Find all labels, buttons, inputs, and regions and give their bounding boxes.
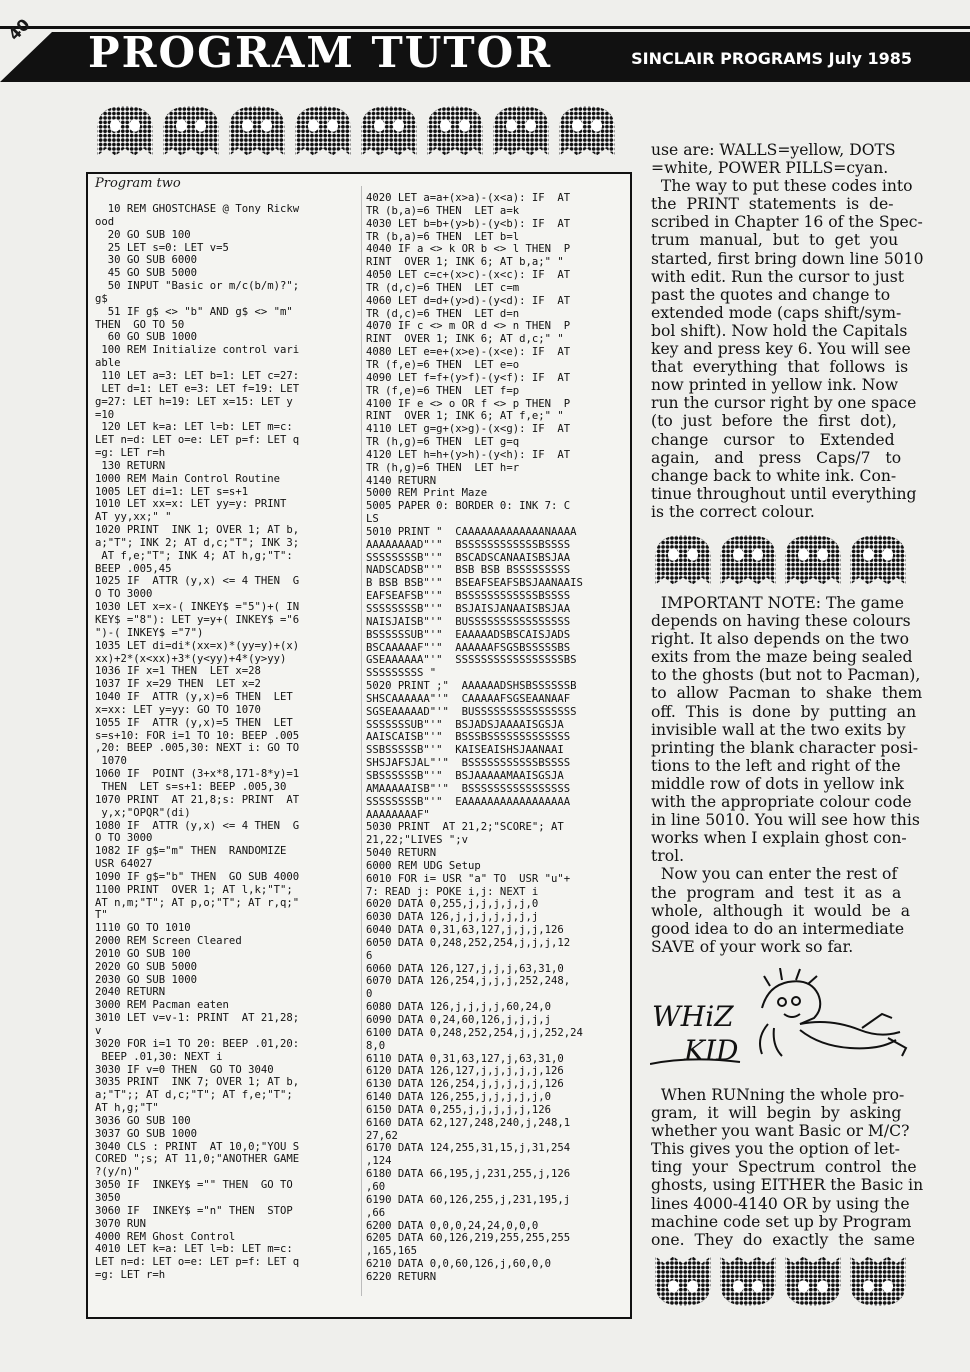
program-caption: Program two <box>95 176 181 191</box>
whiz-kid-logo <box>650 968 915 1073</box>
article-paragraph-important-note: IMPORTANT NOTE: The game depends on having these colours right. It also depends on the two exits from the maze being sealed to the ghosts (but not to Pacman), to allow Pacman to shake them off. This is done by putting an invisible wall at the two exits by printing the blank character posi- tions to the left and right of the middle row of dots in yellow ink with the appropriate colour code in line 5010. You will see how this works when I explain ghost con- trol. Now you can enter the rest of the program and test it as a whole, although it would be a good idea to do an intermediate SAVE of your work so far. <box>651 594 923 956</box>
logo-text-whiz: WHiZ <box>652 1000 734 1033</box>
ghost-icon <box>717 1255 779 1311</box>
ghost-icon <box>847 1255 909 1311</box>
magazine-issue: SINCLAIR PROGRAMS July 1985 <box>631 49 912 68</box>
page-number: 40 <box>4 14 34 45</box>
ghost-icon <box>652 1255 714 1311</box>
ghost-icon <box>782 1255 844 1311</box>
code-listing-left: 10 REM GHOSTCHASE @ Tony Rickw ood 20 GO SUB 100 25 LET s=0: LET v=5 30 GO SUB 6000 45 GO SUB 5000 50 INPUT "Basic or m/c(b/m)?"; g$ 51 IF g$ <> "b" AND g$ <> "m" THEN GO TO 50 60 GO SUB 1000 100 REM Initialize control vari able 110 LET a=3: LET b=1: LET c=27: LET d=1: LET e=3: LET f=19: LET g=27: LET h=19: LET x=15: LET y =10 120 LET k=a: LET l=b: LET m=c: LET n=d: LET o=e: LET p=f: LET q =g: LET r=h 130 RETURN 1000 REM Main Control Routine 1005 LET di=1: LET s=s+1 1010 LET xx=x: LET yy=y: PRINT AT yy,xx;" " 1020 PRINT INK 1; OVER 1; AT b, a;"T"; INK 2; AT d,c;"T"; INK 3; AT f,e;"T"; INK 4; AT h,g;"T": BEEP .005,45 1025 IF ATTR (y,x) <= 4 THEN G O TO 3000 1030 LET x=x-( INKEY$ ="5")+( IN KEY$ ="8"): LET y=y+( INKEY$ ="6 ")-( INKEY$ ="7") 1035 LET di=di*(xx=x)*(yy=y)+(x) xx)+2*(x<xx)+3*(y<yy)+4*(y>yy) 1036 IF x=1 THEN LET x=28 1037 IF x=29 THEN LET x=2 1040 IF ATTR (y,x)=6 THEN LET x=xx: LET y=yy: GO TO 1070 1055 IF ATTR (y,x)=5 THEN LET s=s+10: FOR i=1 TO 10: BEEP .005 ,20: BEEP .005,30: NEXT i: GO TO 1070 1060 IF POINT (3+x*8,171-8*y)=1 THEN LET s=s+1: BEEP .005,30 1070 PRINT AT 21,8;s: PRINT AT y,x;"OPQR"(di) 1080 IF ATTR (y,x) <= 4 THEN G O TO 3000 1082 IF g$="m" THEN RANDOMIZE USR 64027 1090 IF g$="b" THEN GO SUB 4000 1100 PRINT OVER 1; AT l,k;"T"; AT n,m;"T"; AT p,o;"T"; AT r,q;" T" 1110 GO TO 1010 2000 REM Screen Cleared 2010 GO SUB 100 2020 GO SUB 5000 2030 GO SUB 1000 2040 RETURN 3000 REM Pacman eaten 3010 LET v=v-1: PRINT AT 21,28; v 3020 FOR i=1 TO 20: BEEP .01,20: BEEP .01,30: NEXT i 3030 IF v=0 THEN GO TO 3040 3035 PRINT INK 7; OVER 1; AT b, a;"T";; AT d,c;"T"; AT f,e;"T"; AT h,g;"T" 3036 GO SUB 100 3037 GO SUB 1000 3040 CLS : PRINT AT 10,0;"YOU S CORED ";s; AT 11,0;"ANOTHER GAME ?(y/n)" 3050 IF INKEY$ ="" THEN GO TO 3050 3060 IF INKEY$ ="n" THEN STOP 3070 RUN 4000 REM Ghost Control 4010 LET k=a: LET l=b: LET m=c: LET n=d: LET o=e: LET p=f: LET q =g: LET r=h <box>95 203 300 1282</box>
ghost-icon <box>94 100 156 158</box>
ghost-icon <box>717 530 779 586</box>
article-paragraph-running: When RUNning the whole pro- gram, it will begin by asking whether you want Basic or M/C? This gives you the option of let- ting your Spectrum control the ghosts, using EITHER the Basic in lines 4000-4140 OR by using the machine code set up by Program one. They do exactly the same <box>651 1086 924 1249</box>
ghost-icon <box>292 100 354 158</box>
ghost-icon <box>160 100 222 158</box>
ghost-icon <box>358 100 420 158</box>
ghost-icon <box>424 100 486 158</box>
ghost-icon <box>490 100 552 158</box>
code-listing-right: 4020 LET a=a+(x>a)-(x<a): IF AT TR (b,a)=6 THEN LET a=k 4030 LET b=b+(y>b)-(y<b): IF AT TR (b,a)=6 THEN LET b=l 4040 IF a <> k OR b <> l THEN P RINT OVER 1; INK 6; AT b,a;" " 4050 LET c=c+(x>c)-(x<c): IF AT TR (d,c)=6 THEN LET c=m 4060 LET d=d+(y>d)-(y<d): IF AT TR (d,c)=6 THEN LET d=n 4070 IF c <> m OR d <> n THEN P RINT OVER 1; INK 6; AT d,c;" " 4080 LET e=e+(x>e)-(x<e): IF AT TR (f,e)=6 THEN LET e=o 4090 LET f=f+(y>f)-(y<f): IF AT TR (f,e)=6 THEN LET f=p 4100 IF e <> o OR f <> p THEN P RINT OVER 1; INK 6; AT f,e;" " 4110 LET g=g+(x>g)-(x<g): IF AT TR (h,g)=6 THEN LET g=q 4120 LET h=h+(y>h)-(y<h): IF AT TR (h,g)=6 THEN LET h=r 4140 RETURN 5000 REM Print Maze 5005 PAPER 0: BORDER 0: INK 7: C LS 5010 PRINT " CAAAAAAAAAAAAANAAAA AAAAAAAAD"'" BSSSSSSSSSSSSBSSSS SSSSSSSSB"'" BSCADSCANAAISBSJAA NADSCADSB"'" BSB BSB BSSSSSSSSS B BSB BSB"'" BSEAFSEAFSBSJAANAAIS EAFSEAFSB"'" BSSSSSSSSSSSSBSSSS SSSSSSSSB"'" BSJAISJANAAISBSJAA NAISJAISB"'" BUSSSSSSSSSSSSSSSS BSSSSSSUB"'" EAAAAADSBSCAISJADS BSCAAAAAF"'" AAAAAAFSGSBSSSSSBS GSEAAAAAA"'" SSSSSSSSSSSSSSSSSBS SSSSSSSSS " 5020 PRINT ;" AAAAAADSHSBSSSSSSB SHSCAAAAAA"'" CAAAAAFSGSEAANAAF SGSEAAAAAD"'" BUSSSSSSSSSSSSSSSS SSSSSSSUB"'" BSJADSJAAAAISGSJA AAISCAISB"'" BSSSBSSSSSSSSSSSSS SSBSSSSSB"'" KAISEAISHSJAANAAI SHSJAFSJAL"'" BSSSSSSSSSSSBSSSS SBSSSSSSB"'" BSJAAAAAMAAISGSJA AMAAAAAISB"'" BSSSSSSSSSSSSSSSS SSSSSSSSB"'" EAAAAAAAAAAAAAAAAA AAAAAAAAF" 5030 PRINT AT 21,2;"SCORE"; AT 21,22;"LIVES ";v 5040 RETURN 6000 REM UDG Setup 6010 FOR i= USR "a" TO USR "u"+ 7: READ j: POKE i,j: NEXT i 6020 DATA 0,255,j,j,j,j,j,0 6030 DATA 126,j,j,j,j,j,j,j 6040 DATA 0,31,63,127,j,j,j,126 6050 DATA 0,248,252,254,j,j,j,12 6 6060 DATA 126,127,j,j,j,63,31,0 6070 DATA 126,254,j,j,j,252,248, 0 6080 DATA 126,j,j,j,j,60,24,0 6090 DATA 0,24,60,126,j,j,j,j 6100 DATA 0,248,252,254,j,j,252,24 8,0 6110 DATA 0,31,63,127,j,63,31,0 6120 DATA 126,127,j,j,j,j,j,126 6130 DATA 126,254,j,j,j,j,j,126 6140 DATA 126,255,j,j,j,j,j,0 6150 DATA 0,255,j,j,j,j,j,126 6160 DATA 62,127,248,240,j,248,1 27,62 6170 DATA 124,255,31,15,j,31,254 ,124 6180 DATA 66,195,j,231,255,j,126 ,60 6190 DATA 60,126,255,j,231,195,j ,66 6200 DATA 0,0,0,24,24,0,0,0 6205 DATA 60,126,219,255,255,255 ,165,165 6210 DATA 0,0,60,126,j,60,0,0 6220 RETURN <box>366 192 583 1283</box>
ghost-icon <box>652 530 714 586</box>
ghost-icon <box>847 530 909 586</box>
logo-text-kid: KID <box>684 1034 739 1067</box>
ghost-icon <box>556 100 618 158</box>
article-paragraph-colours: use are: WALLS=yellow, DOTS =white, POWER PILLS=cyan. The way to put these codes into the PRINT statements is de- scribed in Chapter 16 of the Spec- trum manual, but to get you started, first bring down line 5010 with edit. Run the cursor to just past the quotes and change to extended mode (caps shift/sym- bol shift). Now hold the Capitals key and press key 6. You will see that everything that follows is now printed in yellow ink. Now run the cursor right by one space (to just before the first dot), change cursor to Extended again, and press Caps/7 to change back to white ink. Con- tinue throughout until everything is the correct colour. <box>651 141 924 521</box>
column-divider <box>361 186 362 1296</box>
ghost-icon <box>782 530 844 586</box>
ghost-icon <box>226 100 288 158</box>
section-title: PROGRAM TUTOR <box>88 28 553 77</box>
